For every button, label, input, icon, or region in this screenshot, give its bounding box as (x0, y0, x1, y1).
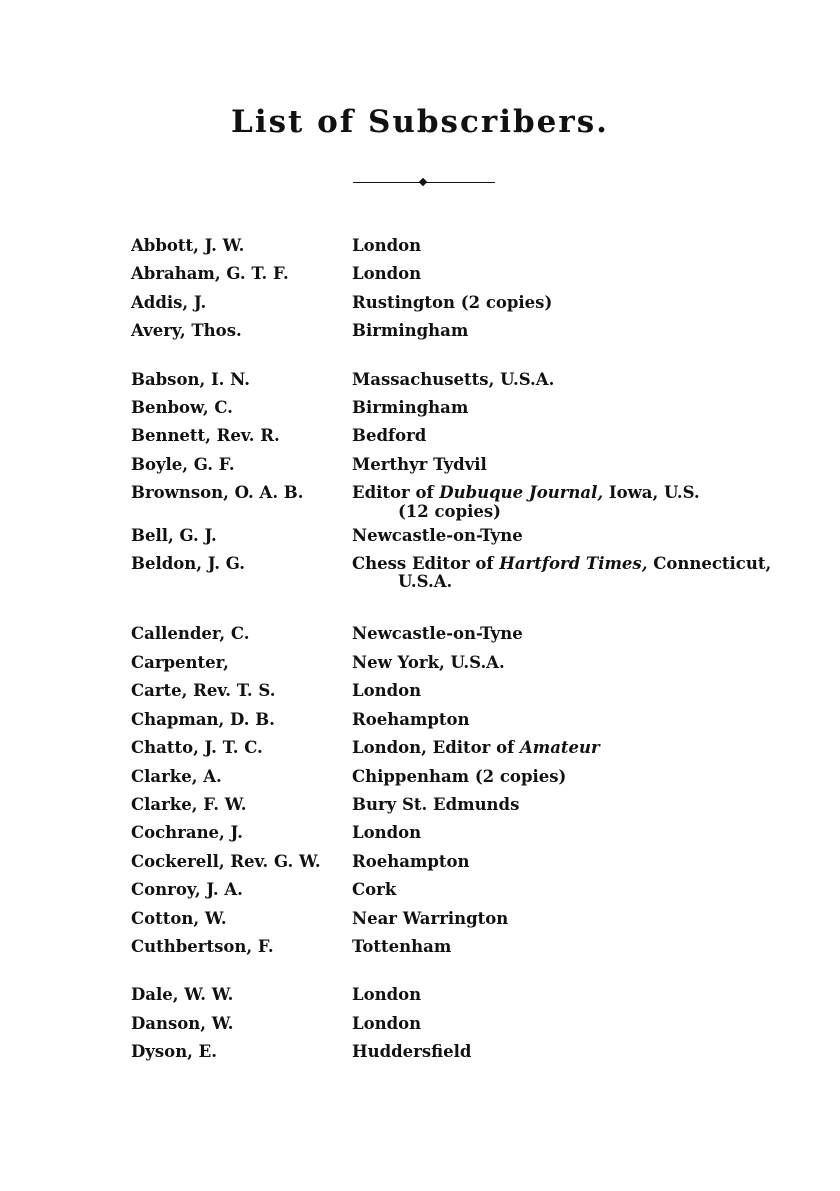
list-item (0, 1038, 840, 1066)
list-item (0, 734, 840, 762)
subscriber-name: Boyle, G. F. (131, 454, 235, 474)
publication-title: Hartford Times, (499, 554, 648, 574)
subscriber-place (352, 550, 772, 592)
subscriber-place: Birmingham (352, 321, 469, 341)
subscriber-place: Newcastle-on-Tyne (352, 624, 523, 644)
place-continuation: (12 copies) (398, 501, 501, 521)
subscriber-name: Babson, I. N. (131, 369, 250, 389)
publication-title: Amateur (519, 738, 600, 758)
page-title: List of Subscribers. (231, 104, 609, 140)
place-continuation: U.S.A. (398, 572, 453, 592)
list-item (0, 1010, 840, 1038)
list-item (0, 289, 840, 317)
subscriber-name: Bennett, Rev. R. (131, 426, 280, 446)
subscriber-name: Carte, Rev. T. S. (131, 681, 276, 701)
subscriber-name: Conroy, J. A. (131, 880, 243, 900)
list-item (0, 819, 840, 847)
list-item (0, 366, 840, 394)
list-item (0, 422, 840, 450)
subscriber-place: Massachusetts, U.S.A. (352, 369, 555, 389)
subscriber-place: London (352, 985, 422, 1005)
subscriber-place: Newcastle-on-Tyne (352, 525, 523, 545)
subscriber-place: Rustington (2 copies) (352, 292, 553, 312)
subscriber-place: London (352, 1013, 422, 1033)
subscriber-name: Dyson, E. (131, 1042, 217, 1062)
subscriber-place: Chippenham (2 copies) (352, 766, 567, 786)
subscriber-place: New York, U.S.A. (352, 652, 505, 672)
subscriber-list (0, 232, 840, 1087)
subscriber-place: Bury St. Edmunds (352, 794, 520, 814)
list-item (0, 522, 840, 550)
subscriber-place: London (352, 823, 422, 843)
group-c (0, 620, 840, 961)
subscriber-place: London (352, 236, 422, 255)
subscriber-place (352, 734, 752, 762)
subscriber-name: Callender, C. (131, 624, 250, 644)
subscriber-name: Clarke, A. (131, 766, 222, 786)
place-text: Editor of (352, 483, 440, 503)
subscriber-name: Bell, G. J. (131, 525, 217, 545)
list-item (0, 791, 840, 819)
list-item (0, 260, 840, 288)
list-item (0, 317, 840, 345)
list-item (0, 876, 840, 904)
subscriber-name: Carpenter, (131, 652, 229, 672)
subscriber-name: Chapman, D. B. (131, 709, 275, 729)
list-item (0, 394, 840, 422)
subscriber-name: Dale, W. W. (131, 985, 234, 1005)
list-item (0, 550, 840, 592)
subscriber-name: Brownson, O. A. B. (131, 483, 304, 503)
subscriber-place: Roehampton (352, 709, 470, 729)
group-b (0, 366, 840, 593)
list-item (0, 905, 840, 933)
subscriber-place (352, 479, 752, 521)
subscriber-place: Roehampton (352, 851, 470, 871)
list-item (0, 848, 840, 876)
subscriber-name: Abbott, J. W. (131, 236, 245, 255)
list-item (0, 620, 840, 648)
list-item (0, 763, 840, 791)
list-item (0, 933, 840, 961)
subscriber-name: Benbow, C. (131, 398, 233, 418)
list-item (0, 981, 840, 1009)
subscriber-place: Huddersfield (352, 1042, 472, 1062)
list-item (0, 479, 840, 521)
subscriber-place: London (352, 681, 422, 701)
subscriber-place: Tottenham (352, 936, 452, 956)
subscriber-name: Cotton, W. (131, 908, 227, 928)
place-text: London, Editor of (352, 738, 520, 758)
subscriber-name: Cuthbertson, F. (131, 936, 274, 956)
subscriber-place: Merthyr Tydvil (352, 454, 487, 474)
group-a (0, 232, 840, 346)
subscriber-name: Beldon, J. G. (131, 554, 246, 574)
list-item (0, 706, 840, 734)
subscriber-name: Danson, W. (131, 1013, 234, 1033)
list-item (0, 649, 840, 677)
subscriber-name: Cockerell, Rev. G. W. (131, 851, 321, 871)
subscriber-name: Cochrane, J. (131, 823, 243, 843)
rule-ornament (419, 178, 427, 186)
list-item (0, 232, 840, 260)
publication-title: Dubuque Journal, (439, 483, 604, 503)
subscriber-place: Birmingham (352, 398, 469, 418)
subscriber-place: London (352, 264, 422, 284)
list-item (0, 451, 840, 479)
subscriber-name: Addis, J. (131, 292, 207, 312)
subscriber-place: Near Warrington (352, 908, 509, 928)
list-item (0, 677, 840, 705)
subscriber-name: Avery, Thos. (131, 321, 242, 341)
place-text: Iowa, U.S. (603, 483, 700, 503)
group-d (0, 981, 840, 1066)
subscriber-name: Chatto, J. T. C. (131, 738, 263, 758)
subscriber-name: Abraham, G. T. F. (131, 264, 289, 284)
subscriber-name: Clarke, F. W. (131, 794, 247, 814)
subscriber-place: Cork (352, 880, 397, 900)
place-text: Chess Editor of (352, 554, 500, 574)
place-text: Connecticut, (647, 554, 772, 574)
subscriber-place: Bedford (352, 426, 427, 446)
